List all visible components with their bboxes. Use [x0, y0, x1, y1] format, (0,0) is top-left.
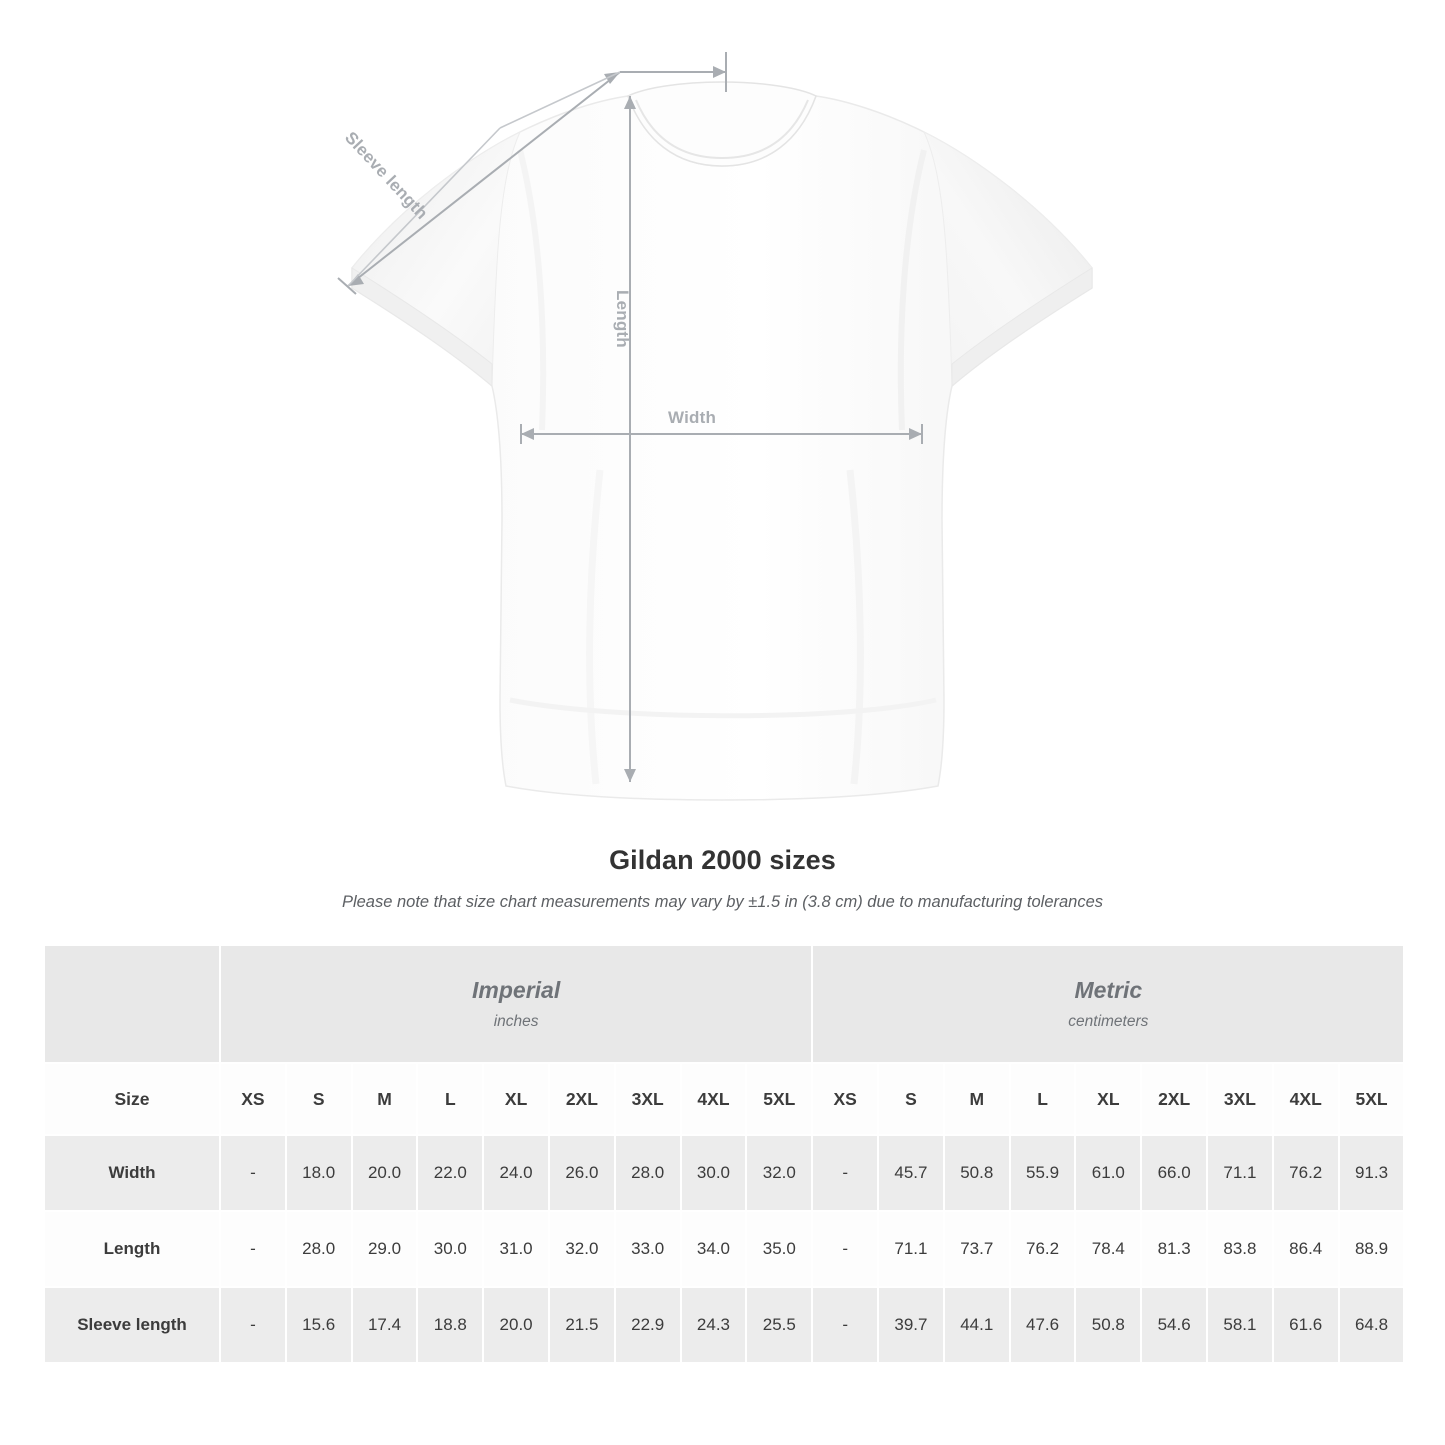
width-dimension-label: Width: [668, 408, 717, 427]
size-header-imperial-m: M: [352, 1063, 418, 1135]
cell-width-imperial-4xl: 30.0: [681, 1135, 747, 1211]
cell-length-imperial-xl: 31.0: [483, 1211, 549, 1287]
cell-width-imperial-s: 18.0: [286, 1135, 352, 1211]
cell-width-metric-2xl: 66.0: [1141, 1135, 1207, 1211]
cell-length-imperial-3xl: 33.0: [615, 1211, 681, 1287]
cell-width-metric-m: 50.8: [944, 1135, 1010, 1211]
table-row: [44, 1135, 1404, 1211]
page-title: Gildan 2000 sizes: [609, 845, 836, 875]
cell-sleeve-metric-5xl: 64.8: [1339, 1287, 1405, 1363]
unit-group-imperial-name: Imperial: [472, 977, 561, 1004]
cell-sleeve-imperial-3xl: 22.9: [615, 1287, 681, 1363]
size-header-metric-xl: XL: [1075, 1063, 1141, 1135]
cell-length-metric-2xl: 81.3: [1141, 1211, 1207, 1287]
cell-length-imperial-s: 28.0: [286, 1211, 352, 1287]
cell-length-metric-4xl: 86.4: [1273, 1211, 1339, 1287]
sleeve-length-dimension-label: Sleeve length: [341, 128, 432, 224]
cell-width-imperial-5xl: 32.0: [746, 1135, 812, 1211]
cell-length-metric-m: 73.7: [944, 1211, 1010, 1287]
row-label-sleeve-length: Sleeve length: [44, 1287, 220, 1363]
cell-width-imperial-m: 20.0: [352, 1135, 418, 1211]
cell-sleeve-imperial-5xl: 25.5: [746, 1287, 812, 1363]
row-label-width: Width: [44, 1135, 220, 1211]
cell-length-imperial-2xl: 32.0: [549, 1211, 615, 1287]
cell-sleeve-metric-m: 44.1: [944, 1287, 1010, 1363]
cell-width-metric-l: 55.9: [1010, 1135, 1076, 1211]
length-dimension-label: Length: [613, 290, 632, 348]
cell-length-imperial-l: 30.0: [417, 1211, 483, 1287]
unit-group-imperial-sub: inches: [493, 1012, 539, 1030]
cell-length-metric-xs: -: [812, 1211, 878, 1287]
cell-sleeve-metric-xs: -: [812, 1287, 878, 1363]
cell-width-imperial-l: 22.0: [417, 1135, 483, 1211]
cell-length-imperial-m: 29.0: [352, 1211, 418, 1287]
cell-sleeve-metric-2xl: 54.6: [1141, 1287, 1207, 1363]
size-header-metric-4xl: 4XL: [1273, 1063, 1339, 1135]
unit-group-metric: [812, 945, 1404, 1063]
cell-sleeve-metric-xl: 50.8: [1075, 1287, 1141, 1363]
size-header-imperial-4xl: 4XL: [681, 1063, 747, 1135]
cell-sleeve-imperial-4xl: 24.3: [681, 1287, 747, 1363]
size-header-imperial-xs: XS: [220, 1063, 286, 1135]
size-header-imperial-3xl: 3XL: [615, 1063, 681, 1135]
unit-group-imperial: [220, 945, 812, 1063]
size-header-metric-2xl: 2XL: [1141, 1063, 1207, 1135]
cell-sleeve-imperial-xs: -: [220, 1287, 286, 1363]
cell-sleeve-metric-s: 39.7: [878, 1287, 944, 1363]
cell-width-imperial-2xl: 26.0: [549, 1135, 615, 1211]
cell-sleeve-imperial-2xl: 21.5: [549, 1287, 615, 1363]
size-header-imperial-l: L: [417, 1063, 483, 1135]
cell-length-imperial-5xl: 35.0: [746, 1211, 812, 1287]
table-row: [44, 1211, 1404, 1287]
cell-width-metric-s: 45.7: [878, 1135, 944, 1211]
unit-group-metric-name: Metric: [1074, 977, 1143, 1004]
size-header-metric-s: S: [878, 1063, 944, 1135]
size-header-imperial-xl: XL: [483, 1063, 549, 1135]
row-label-length: Length: [44, 1211, 220, 1287]
cell-length-imperial-xs: -: [220, 1211, 286, 1287]
cell-sleeve-imperial-s: 15.6: [286, 1287, 352, 1363]
unit-group-metric-sub: centimeters: [1068, 1012, 1149, 1030]
cell-length-metric-xl: 78.4: [1075, 1211, 1141, 1287]
cell-width-metric-xl: 61.0: [1075, 1135, 1141, 1211]
cell-width-imperial-3xl: 28.0: [615, 1135, 681, 1211]
unit-group-spacer: [44, 945, 220, 1063]
cell-length-metric-l: 76.2: [1010, 1211, 1076, 1287]
size-header-row: [44, 1063, 1404, 1135]
cell-width-metric-4xl: 76.2: [1273, 1135, 1339, 1211]
size-header-metric-l: L: [1010, 1063, 1076, 1135]
cell-sleeve-imperial-m: 17.4: [352, 1287, 418, 1363]
cell-sleeve-imperial-l: 18.8: [417, 1287, 483, 1363]
cell-sleeve-metric-4xl: 61.6: [1273, 1287, 1339, 1363]
size-header-imperial-5xl: 5XL: [746, 1063, 812, 1135]
cell-length-metric-3xl: 83.8: [1207, 1211, 1273, 1287]
cell-length-metric-s: 71.1: [878, 1211, 944, 1287]
unit-group-row: [44, 945, 1404, 1063]
cell-width-metric-3xl: 71.1: [1207, 1135, 1273, 1211]
size-header-metric-5xl: 5XL: [1339, 1063, 1405, 1135]
cell-length-imperial-4xl: 34.0: [681, 1211, 747, 1287]
size-header-metric-xs: XS: [812, 1063, 878, 1135]
size-header-metric-m: M: [944, 1063, 1010, 1135]
table-row: [44, 1287, 1404, 1363]
size-header-label: Size: [44, 1063, 220, 1135]
cell-width-metric-5xl: 91.3: [1339, 1135, 1405, 1211]
size-header-imperial-2xl: 2XL: [549, 1063, 615, 1135]
cell-length-metric-5xl: 88.9: [1339, 1211, 1405, 1287]
cell-width-imperial-xs: -: [220, 1135, 286, 1211]
size-header-metric-3xl: 3XL: [1207, 1063, 1273, 1135]
cell-width-imperial-xl: 24.0: [483, 1135, 549, 1211]
cell-sleeve-metric-l: 47.6: [1010, 1287, 1076, 1363]
tshirt-shape: [352, 82, 1092, 800]
cell-sleeve-imperial-xl: 20.0: [483, 1287, 549, 1363]
cell-width-metric-xs: -: [812, 1135, 878, 1211]
size-header-imperial-s: S: [286, 1063, 352, 1135]
tolerance-note: Please note that size chart measurements may vary by ±1.5 in (3.8 cm) due to manufacturing tolerances: [341, 893, 1104, 911]
cell-sleeve-metric-3xl: 58.1: [1207, 1287, 1273, 1363]
size-table: [43, 944, 1405, 1364]
heading-block: [0, 845, 1445, 912]
size-table-wrapper: [43, 944, 1403, 1364]
